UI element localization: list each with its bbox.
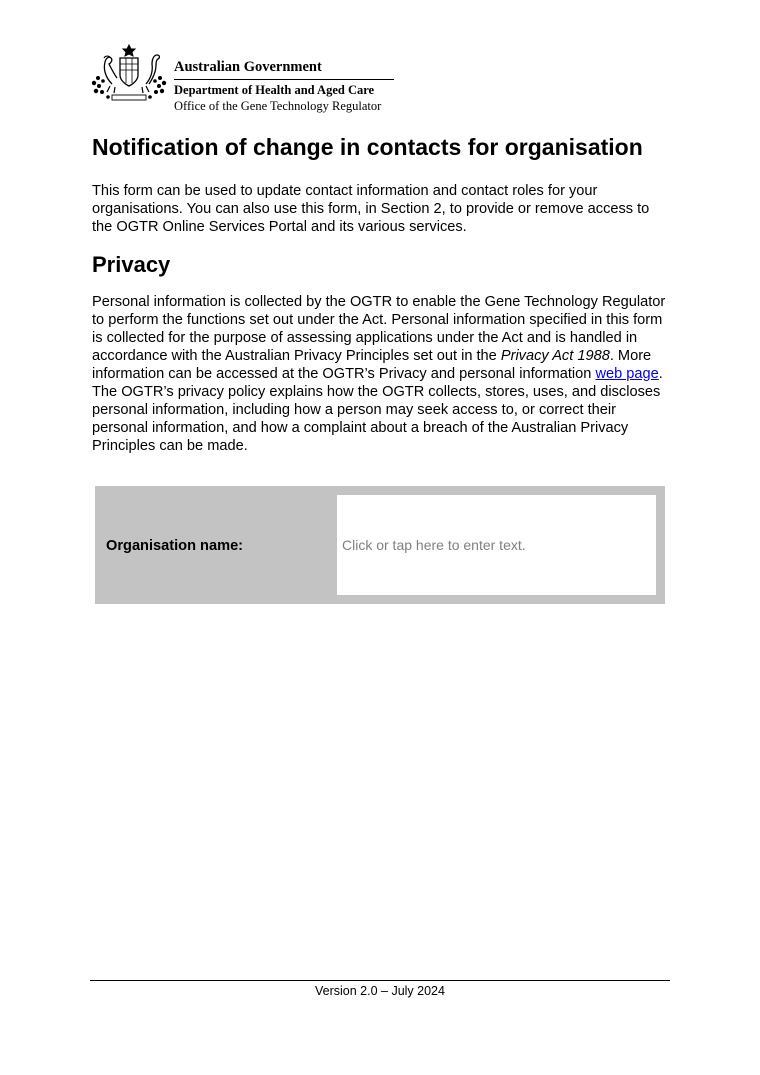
intro-paragraph: This form can be used to update contact information and contact roles for your organisations. You can also use this form, in Section 2, to provide or remove access to the OGTR Online Services Portal and its various services. bbox=[92, 183, 650, 235]
organisation-name-label: Organisation name: bbox=[106, 538, 244, 554]
privacy-text-part-3: . The OGTR’s privacy policy explains how the OGTR collects, stores, uses, and discloses personal information, including how a person may seek access to, or correct their personal information, and how a complaint about a breach of the Australian Privacy Principles can be made. bbox=[92, 366, 663, 454]
footer-divider bbox=[90, 980, 670, 981]
privacy-text-part-1: Personal information is collected by the OGTR to enable the Gene Technology Regulator to perform the functions set out under the Act. Personal information specified in this form is collected for the purpose of assessing applications under the Act and is handled in accordance with the Australian Privacy Principles set out in the bbox=[92, 294, 666, 364]
privacy-heading: Privacy bbox=[92, 252, 171, 277]
document-header bbox=[90, 40, 400, 120]
header-divider bbox=[174, 79, 394, 80]
department-name: Department of Health and Aged Care bbox=[174, 83, 375, 97]
government-name: Australian Government bbox=[174, 59, 322, 75]
organisation-name-input[interactable] bbox=[337, 495, 656, 595]
version-footer: Version 2.0 – July 2024 bbox=[315, 984, 445, 998]
privacy-paragraph bbox=[92, 293, 670, 455]
privacy-text-part-2: . More information can be accessed at the OGTR’s Privacy and personal information bbox=[92, 348, 652, 382]
organisation-form-table bbox=[95, 486, 665, 604]
office-name: Office of the Gene Technology Regulator bbox=[174, 99, 382, 113]
privacy-act-name: Privacy Act 1988 bbox=[500, 348, 610, 364]
web-page-link[interactable]: web page bbox=[595, 366, 659, 382]
government-branding bbox=[174, 58, 394, 114]
coat-of-arms-icon bbox=[90, 42, 168, 104]
document-body bbox=[92, 128, 670, 455]
page-title: Notification of change in contacts for organisation bbox=[92, 134, 643, 160]
